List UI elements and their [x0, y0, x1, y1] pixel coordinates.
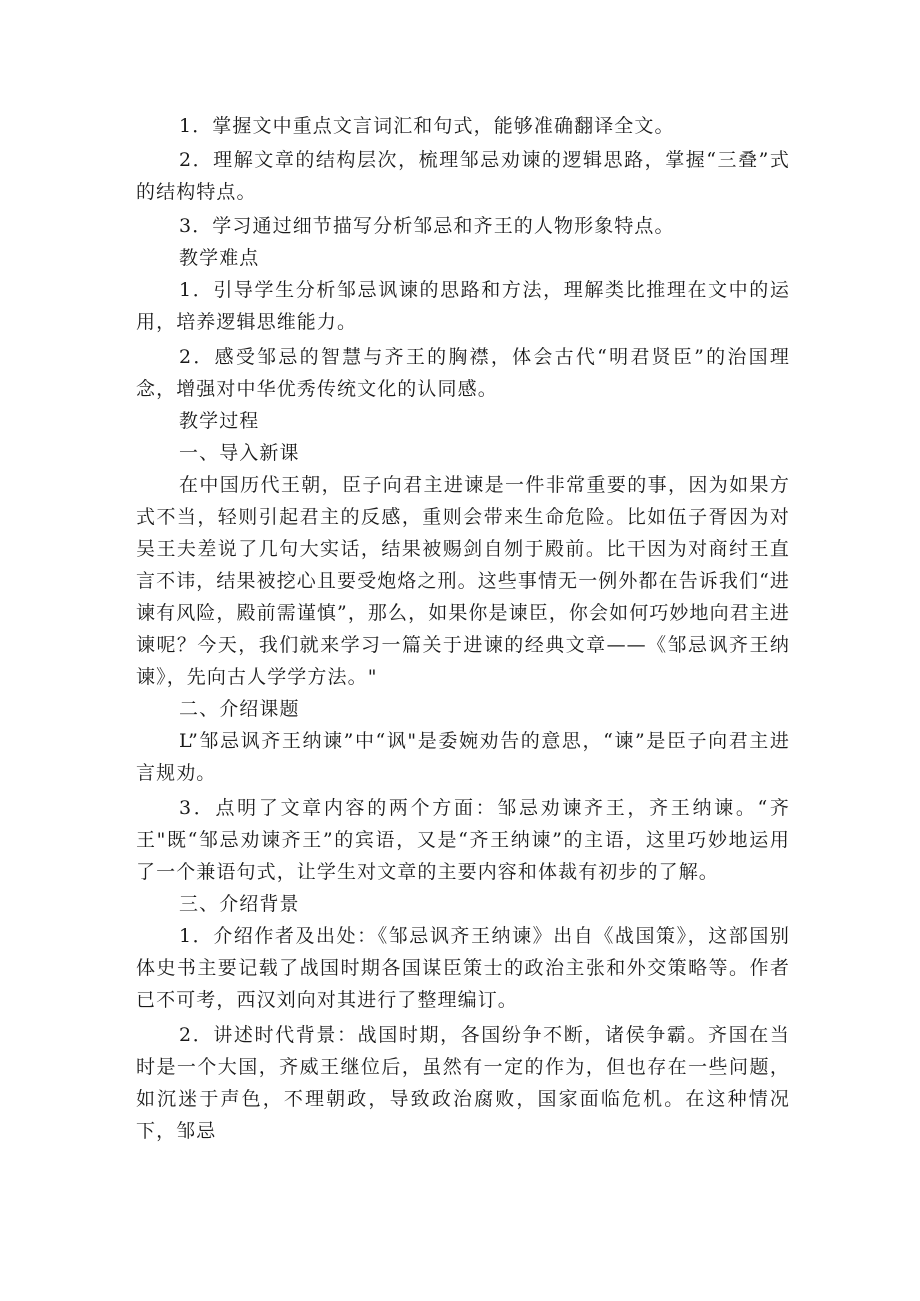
document-page — [136, 110, 790, 1147]
objective-1: 1．掌握文中重点文言词汇和句式，能够准确翻译全文。 — [179, 115, 675, 137]
section-heading-topic: 二、介绍课题 — [179, 698, 300, 720]
background-point-2: 2．讲述时代背景：战国时期，各国纷争不断，诸侯争霸。齐国在当时是一个大国，齐威王继位后，虽然有一定的作为，但也存在一些问题，如沉迷于声色，不理朝政，导致政治腐败，国家面临危机。在这种情况下，邹忌 — [136, 1024, 790, 1142]
difficulty-1: 1．引导学生分析邹忌讽谏的思路和方法，理解类比推理在文中的运用，培养逻辑思维能力。 — [136, 279, 790, 333]
difficulty-2: 2．感受邹忌的智慧与齐王的胸襟，体会古代“明君贤臣”的治国理念，增强对中华优秀传统文化的认同感。 — [136, 346, 790, 400]
intro-paragraph: 在中国历代王朝，臣子向君主进谏是一件非常重要的事，因为如果方式不当，轻则引起君主的反感，重则会带来生命危险。比如伍子胥因为对吴王夫差说了几句大实话，结果被赐剑自刎于殿前。比干因为对商纣王直言不讳，结果被挖心且要受炮烙之刑。这些事情无一例外都在告诉我们“进谏有风险，殿前需谨慎”，那么，如果你是谏臣，你会如何巧妙地向君主进谏呢？今天，我们就来学习一篇关于进谏的经典文章——《邹忌讽齐王纳谏》，先向古人学学方法。" — [136, 474, 791, 688]
section-heading-background: 三、介绍背景 — [179, 893, 300, 915]
objective-2: 2．理解文章的结构层次，梳理邹忌劝谏的逻辑思路，掌握“三叠”式的结构特点。 — [136, 149, 790, 203]
topic-point-1: L”邹忌讽齐王纳谏”中“讽"是委婉劝告的意思，“谏”是臣子向君主进言规劝。 — [136, 730, 790, 784]
background-point-1: 1．介绍作者及出处：《邹忌讽齐王纳谏》出自《战国策》，这部国别体史书主要记载了战国时期各国谋臣策士的政治主张和外交策略等。作者已不可考，西汉刘向对其进行了整理编订。 — [136, 925, 790, 1011]
section-heading-process: 教学过程 — [179, 410, 260, 432]
objective-3: 3．学习通过细节描写分析邹忌和齐王的人物形象特点。 — [179, 215, 675, 237]
section-heading-difficulties: 教学难点 — [179, 247, 260, 269]
section-heading-intro: 一、导入新课 — [179, 442, 300, 464]
topic-point-3: 3．点明了文章内容的两个方面：邹忌劝谏齐王，齐王纳谏。“齐王"既“邹忌劝谏齐王”的宾语，又是“齐王纳谏”的主语，这里巧妙地运用了一个兼语句式，让学生对文章的主要内容和体裁有初步的了解。 — [136, 797, 790, 883]
